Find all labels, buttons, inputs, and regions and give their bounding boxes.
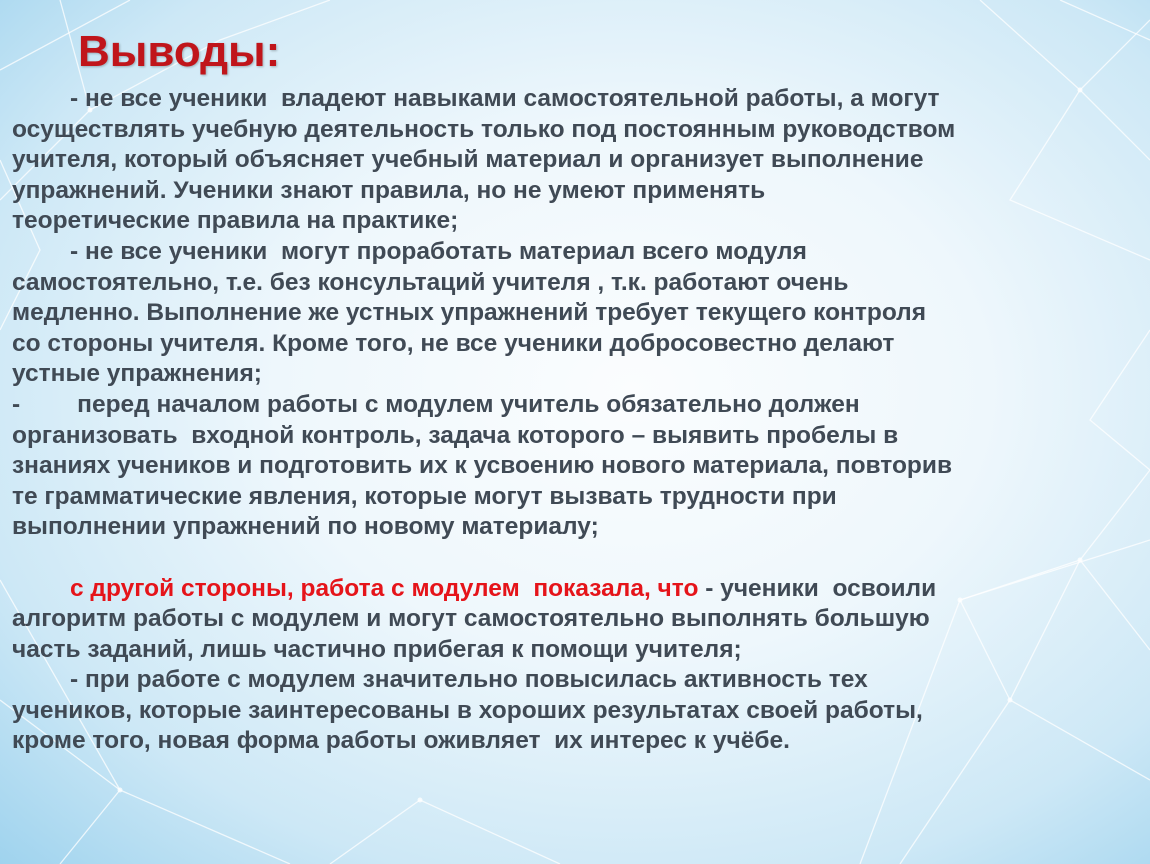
text-line: [12, 574, 1138, 605]
text-line: организовать входной контроль, задача которого – выявить пробелы в: [12, 421, 899, 449]
paragraph-spacer: [12, 543, 1138, 574]
highlighted-phrase: с другой стороны, работа с модулем показала, что: [70, 574, 699, 602]
conclusion-paragraph-5: [12, 665, 1138, 757]
text-line: учеников, которые заинтересованы в хороших результатах своей работы,: [12, 696, 923, 724]
slide-title: Выводы:: [78, 27, 281, 76]
text-line: - не все ученики владеют навыками самостоятельной работы, а могут: [70, 85, 940, 112]
text-line: выполнении упражнений по новому материалу;: [12, 513, 599, 541]
text-line: теоретические правила на практике;: [12, 207, 459, 235]
text-line: упражнений. Ученики знают правила, но не умеют применять: [12, 176, 766, 204]
conclusion-paragraph-2: [12, 237, 1138, 390]
text-line: - при работе с модулем значительно повысилась активность тех: [70, 666, 868, 694]
text-line: осуществлять учебную деятельность только под постоянным руководством: [12, 115, 956, 143]
text-line: самостоятельно, т.е. без консультаций учителя , т.к. работают очень: [12, 268, 849, 296]
text-line: - не все ученики могут проработать материал всего модуля: [70, 237, 807, 265]
text-line: со стороны учителя. Кроме того, не все ученики добросовестно делают: [12, 329, 895, 357]
text-line: те грамматические явления, которые могут вызвать трудности при: [12, 482, 837, 510]
text-line: медленно. Выполнение же устных упражнений требует текущего контроля: [12, 299, 927, 327]
conclusion-paragraph-4: [12, 574, 1138, 666]
text-line: знаниях учеников и подготовить их к усвоению нового материала, повторив: [12, 452, 953, 480]
conclusion-paragraph-1: [12, 84, 1138, 237]
list-dash: -: [12, 390, 21, 418]
text-line: алгоритм работы с модулем и могут самостоятельно выполнять большую: [12, 605, 930, 633]
text-line-content: - ученики освоили: [698, 574, 937, 602]
text-line-content: перед началом работы с модулем учитель обязательно должен: [77, 390, 860, 418]
text-line: [12, 390, 1138, 421]
slide-content: [12, 28, 1138, 757]
conclusion-paragraph-3: [12, 390, 1138, 543]
text-line: часть заданий, лишь частично прибегая к помощи учителя;: [12, 635, 742, 663]
text-line: устные упражнения;: [12, 360, 262, 388]
text-line: учителя, который объясняет учебный материал и организует выполнение: [12, 146, 924, 174]
text-line: кроме того, новая форма работы оживляет их интерес к учёбе.: [12, 727, 790, 755]
